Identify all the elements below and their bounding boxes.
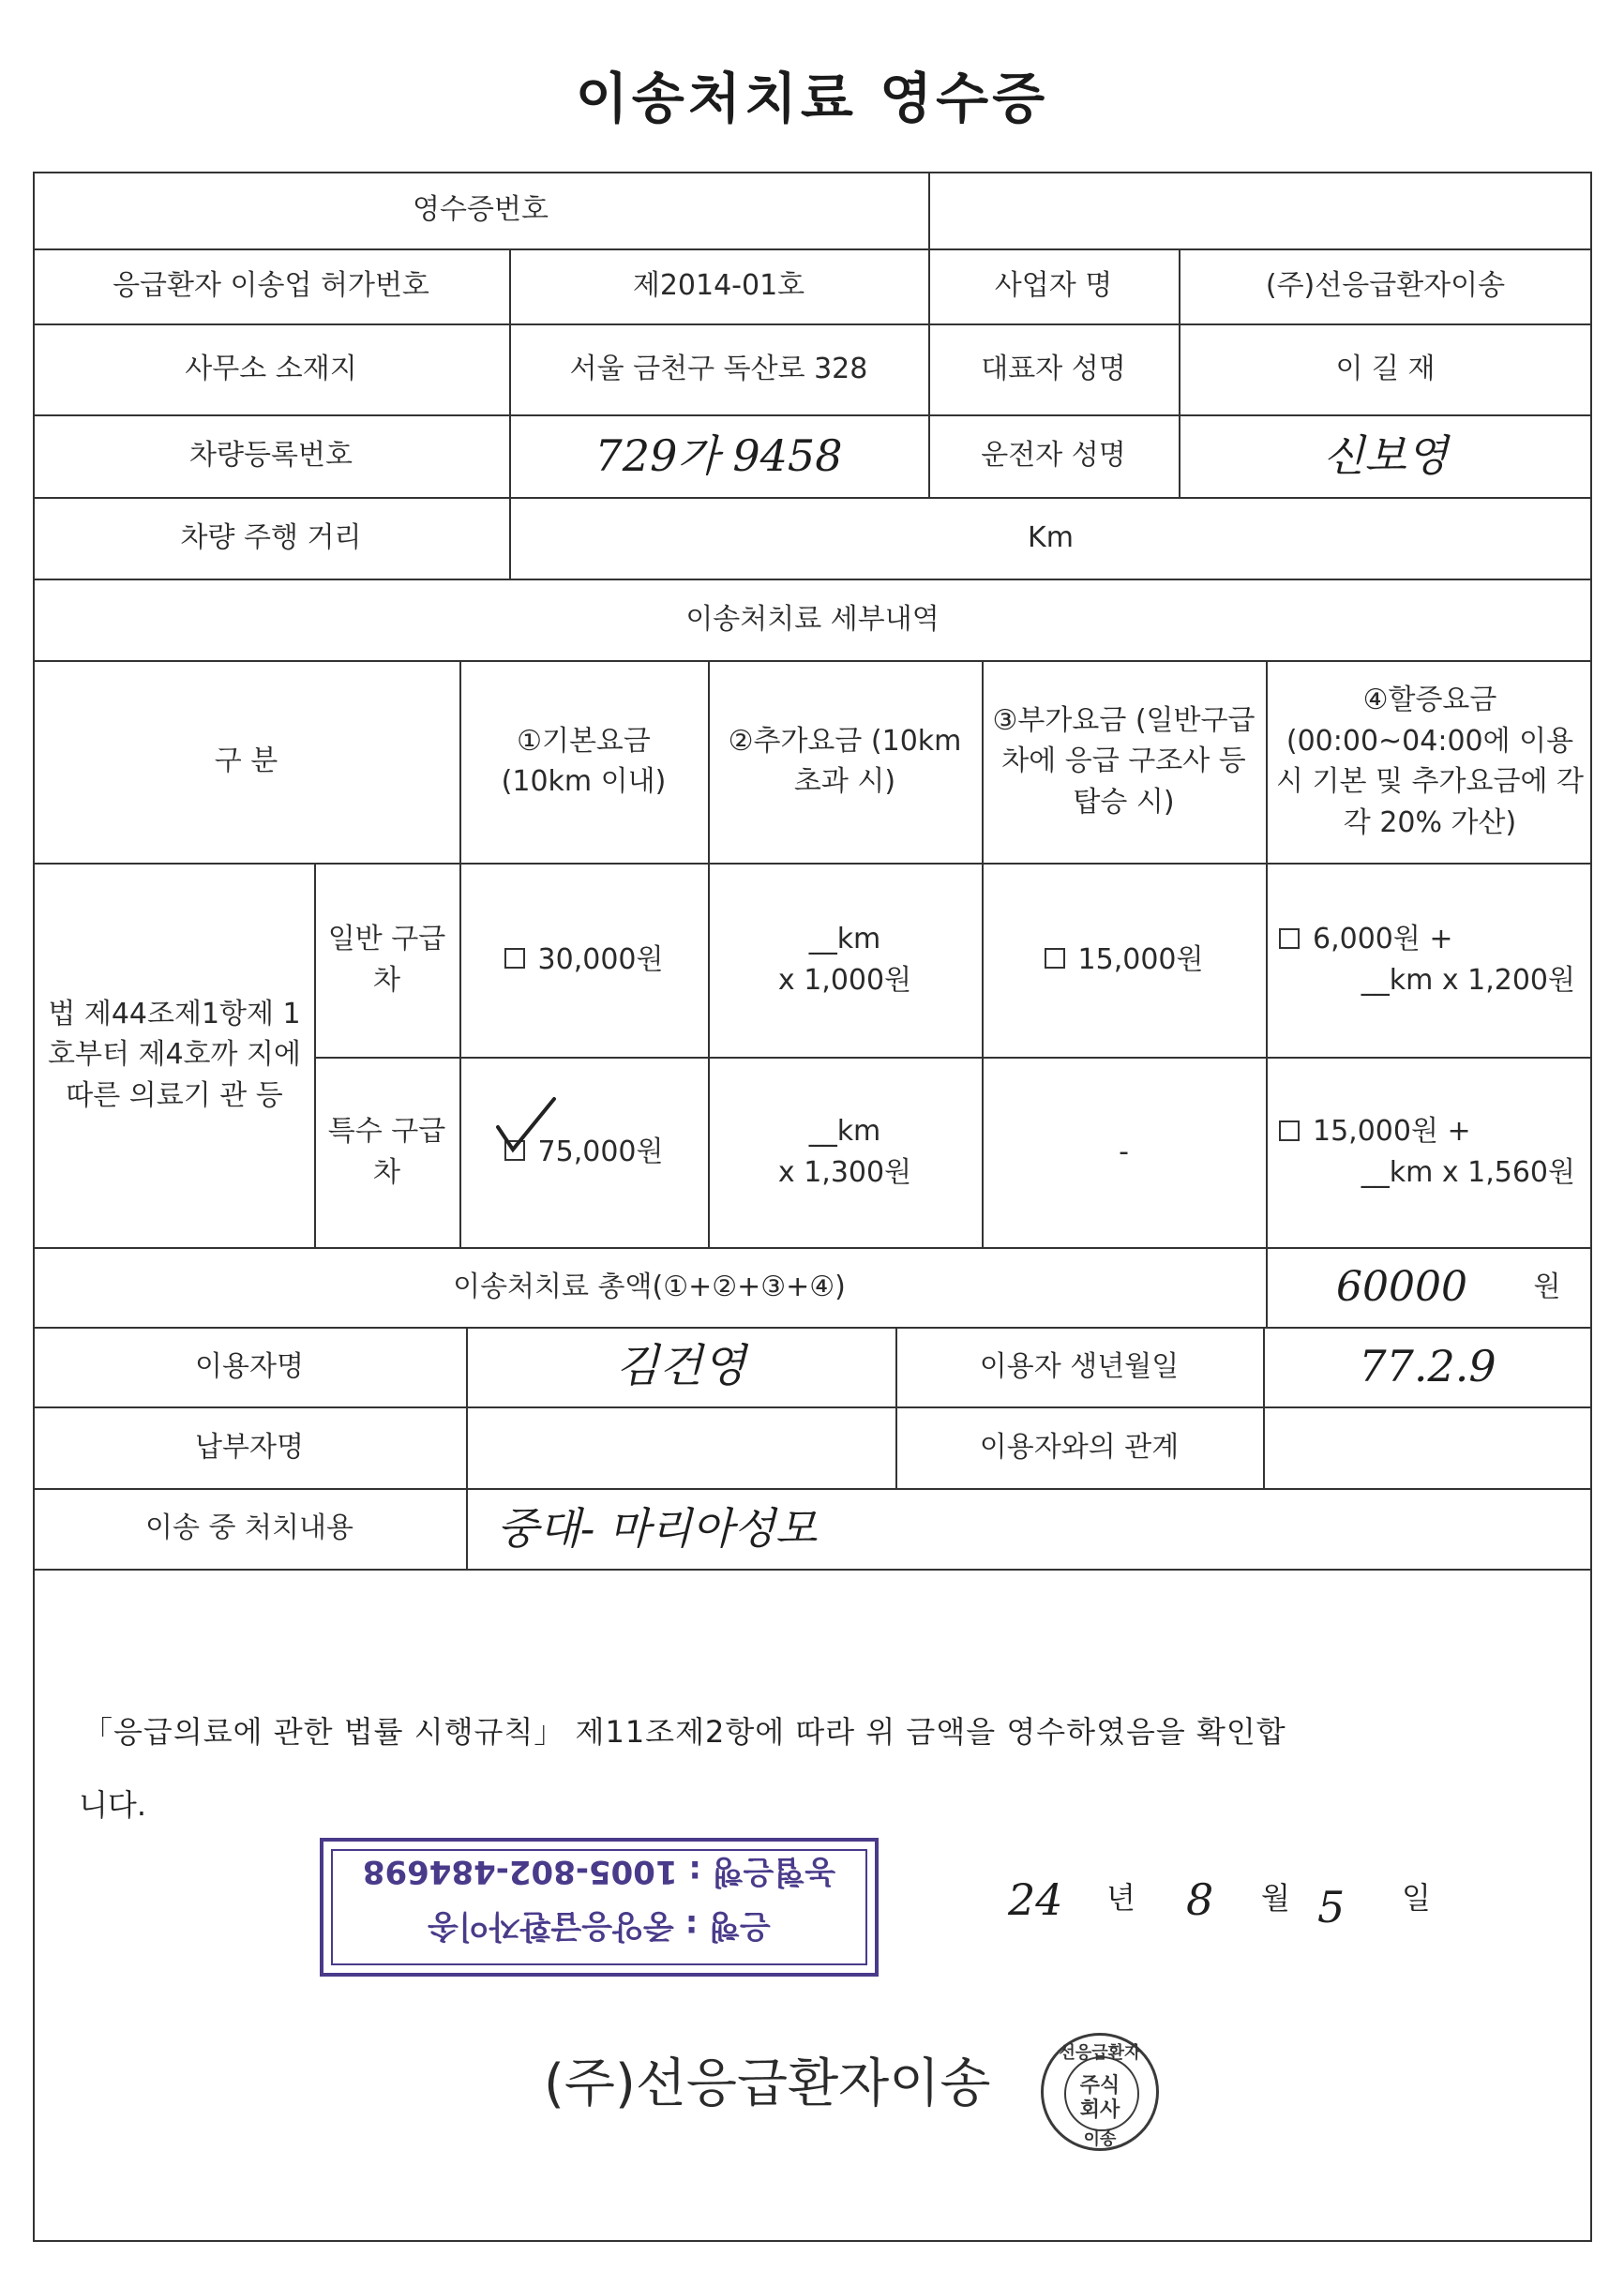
total-value: 60000 — [1336, 1262, 1467, 1311]
permit-label: 응급환자 이송업 허가번호 — [113, 269, 429, 303]
special-label: 특수 구급차 — [327, 1115, 446, 1189]
relation-value — [1263, 1406, 1592, 1488]
office-value: 서울 금천구 독산로 328 — [569, 352, 868, 385]
driver-label: 운전자 성명 — [981, 439, 1126, 473]
vehicle-label: 차량등록번호 — [189, 439, 353, 473]
business-value: (주)선응급환자이송 — [1265, 269, 1506, 303]
col2-header: ②추가요금 (10km 초과 시) — [728, 724, 962, 798]
special-surcharge: 15,000원 + __km x 1,560원 — [1266, 1057, 1592, 1247]
user-name-value: 김건영 — [615, 1339, 746, 1392]
checkmark-icon — [494, 1095, 560, 1161]
user-name-label: 이용자명 — [195, 1349, 304, 1383]
col1-header: ①기본요금 (10km 이내) — [501, 724, 667, 798]
statement-cont: 니다. — [79, 1787, 146, 1823]
col4-header: ④할증요금 (00:00~04:00에 이용 시 기본 및 추가요금에 각각 20% 가산) — [1276, 684, 1584, 839]
general-extra: __km x 1,000원 — [777, 923, 912, 997]
driver-value: 신보영 — [1322, 429, 1449, 481]
statement-text: 「응급의료에 관한 법률 시행규칙」 제11조제2항에 따라 위 금액을 영수하였음을 확인합 — [83, 1714, 1286, 1750]
document-title: 이송처치료 영수증 — [575, 67, 1049, 130]
company-seal: 선응급환자 주식 회사 이송 — [1041, 2033, 1159, 2151]
vehicle-value: 729가 9458 — [594, 429, 843, 481]
law-label: 법 제44조제1항제 1호부터 제4호까 지에 따른 의료기 관 등 — [48, 997, 301, 1112]
total-label: 이송처치료 총액(①+②+③+④) — [453, 1270, 846, 1303]
general-addl: 15,000원 — [982, 863, 1266, 1057]
payer-label: 납부자명 — [195, 1430, 304, 1464]
ceo-value: 이 길 재 — [1335, 352, 1436, 385]
general-base-checkbox[interactable] — [504, 948, 525, 969]
general-surcharge-checkbox[interactable] — [1279, 928, 1300, 949]
general-base: 30,000원 — [459, 863, 708, 1057]
total-unit: 원 — [1533, 1270, 1561, 1303]
bank-account-stamp: 은행 : 중앙응급환자이송 농협은행 : 1005-802-484698 — [320, 1838, 879, 1977]
office-label: 사무소 소재지 — [185, 352, 357, 385]
receipt-no-value — [928, 172, 1592, 248]
category-header: 구 분 — [214, 744, 278, 778]
user-birth-label: 이용자 생년월일 — [979, 1349, 1180, 1383]
special-addl: - — [1119, 1135, 1129, 1168]
permit-value: 제2014-01호 — [632, 269, 805, 303]
special-surcharge-checkbox[interactable] — [1279, 1120, 1300, 1141]
special-base: 75,000원 — [459, 1057, 708, 1247]
ceo-label: 대표자 성명 — [981, 352, 1126, 385]
general-surcharge: 6,000원 + __km x 1,200원 — [1266, 863, 1592, 1057]
company-name: (주)선응급환자이송 — [544, 2053, 991, 2114]
receipt-no-label: 영수증번호 — [413, 193, 549, 227]
relation-label: 이용자와의 관계 — [979, 1430, 1180, 1464]
payer-value — [466, 1406, 895, 1488]
user-birth-value: 77.2.9 — [1359, 1341, 1496, 1392]
business-label: 사업자 명 — [994, 269, 1113, 303]
detail-header: 이송처치료 세부내역 — [685, 602, 940, 636]
col3-header: ③부가요금 (일반구급차에 응급 구조사 등 탑승 시) — [992, 703, 1256, 819]
general-addl-checkbox[interactable] — [1045, 948, 1065, 969]
special-extra: __km x 1,300원 — [777, 1115, 912, 1189]
distance-label: 차량 주행 거리 — [180, 520, 362, 554]
treatment-value: 중대- 마리아성모 — [497, 1502, 818, 1554]
issue-date: 24 년 8 월 5 일 — [1008, 1874, 1431, 1933]
distance-unit: Km — [1028, 520, 1074, 554]
treatment-label: 이송 중 처치내용 — [145, 1511, 353, 1545]
general-label: 일반 구급차 — [327, 923, 446, 997]
